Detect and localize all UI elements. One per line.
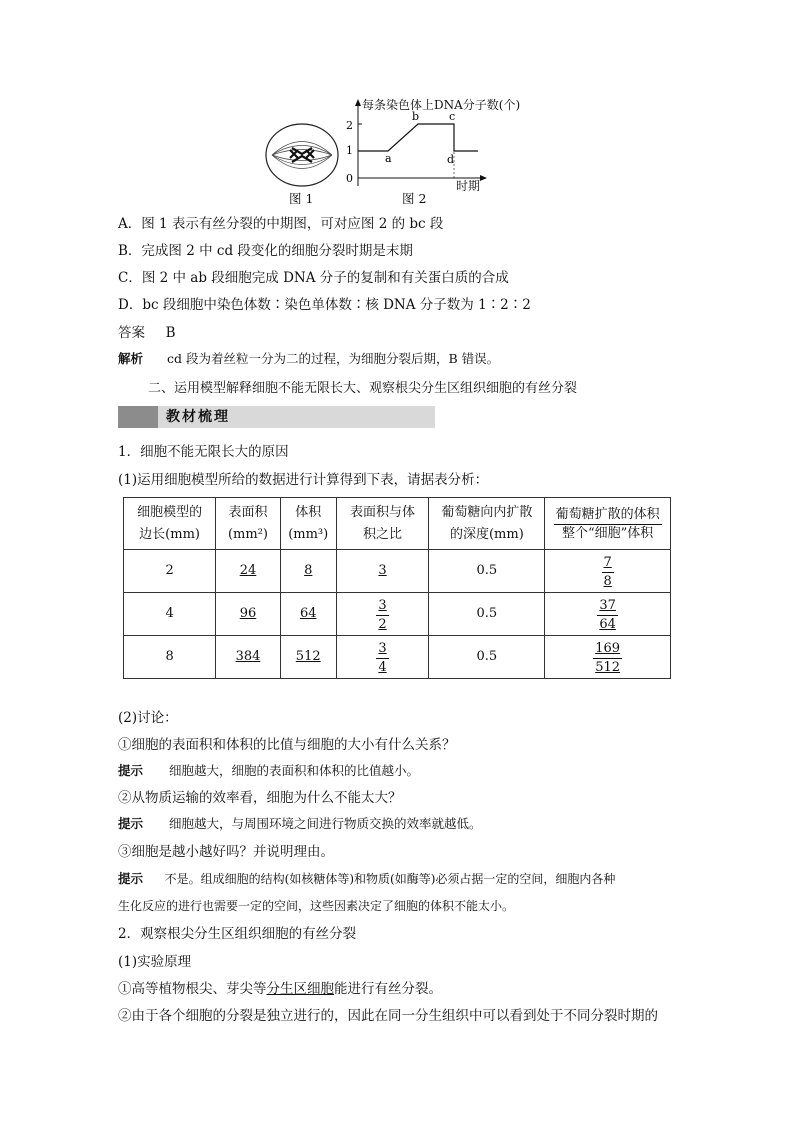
dna-series-line xyxy=(358,124,478,151)
cell-area: 384 xyxy=(216,636,281,679)
cell-fraction: $\frac{7}{8}$ xyxy=(545,550,671,593)
header-edge: 细胞模型的 边长(mm) xyxy=(124,498,216,550)
point-label-d: d xyxy=(447,153,455,166)
cell-ratio: $\frac{3}{2}$ xyxy=(336,593,429,636)
hint-text: 细胞越大，与周围环境之间进行物质交换的效率就越低。 xyxy=(168,816,482,831)
part2-title: 2．观察根尖分生区组织细胞的有丝分裂 xyxy=(118,926,357,942)
hint-1 xyxy=(118,762,419,780)
option-d: D．bc 段细胞中染色体数∶染色单体数∶核 DNA 分子数为 1∶2∶2 xyxy=(118,297,531,313)
table-row xyxy=(124,550,671,593)
point-label-a: a xyxy=(385,152,392,165)
discussion-title: (2)讨论： xyxy=(118,710,178,726)
principle-1: ①高等植物根尖、芽尖等分生区细胞能进行有丝分裂。 xyxy=(118,981,442,997)
x-axis-arrow xyxy=(480,175,487,181)
y-axis-title: 每条染色体上DNA分子数(个) xyxy=(362,98,521,112)
figure-1-cell-diagram xyxy=(262,122,342,190)
cell-volume: 512 xyxy=(280,636,336,679)
option-c: C．图 2 中 ab 段细胞完成 DNA 分子的复制和有关蛋白质的合成 xyxy=(118,270,509,286)
cell-model-table xyxy=(123,497,671,679)
analysis-text: cd 段为着丝粒一分为二的过程，为细胞分裂后期，B 错误。 xyxy=(166,351,500,366)
hint-3-line-1 xyxy=(118,870,615,888)
hint-3-line-2: 生化反应的进行也需要一定的空间，这些因素决定了细胞的体积不能太小。 xyxy=(118,899,515,913)
hint-2 xyxy=(118,815,482,833)
part1-intro: (1)运用细胞模型所给的数据进行计算得到下表，请据表分析： xyxy=(118,472,489,488)
hint-label: 提示 xyxy=(118,872,144,886)
question-1: ①细胞的表面积和体积的比值与细胞的大小有什么关系？ xyxy=(118,737,456,753)
header-diffusion-fraction: $\frac{\text{葡萄糖扩散的体积}}{\text{整个“细胞”体积}}$ xyxy=(545,498,671,550)
part1-title: 1．细胞不能无限长大的原因 xyxy=(118,444,289,460)
cell-fraction: $\frac{37}{64}$ xyxy=(545,593,671,636)
option-b: B．完成图 2 中 cd 段变化的细胞分裂时期是末期 xyxy=(118,243,413,259)
cell-depth: 0.5 xyxy=(429,636,545,679)
header-depth: 葡萄糖向内扩散 的深度(mm) xyxy=(429,498,545,550)
point-label-b: b xyxy=(412,110,420,123)
y-tick-0: 0 xyxy=(346,172,353,185)
section-banner xyxy=(118,406,435,428)
cell-area: 24 xyxy=(216,550,281,593)
y-axis-arrow xyxy=(355,99,361,106)
cell-volume: 8 xyxy=(280,550,336,593)
header-ratio: 表面积与体 积之比 xyxy=(336,498,429,550)
answer-line xyxy=(118,324,176,342)
option-a: A．图 1 表示有丝分裂的中期图，可对应图 2 的 bc 段 xyxy=(118,216,444,232)
section-heading: 二、运用模型解释细胞不能无限长大、观察根尖分生区组织细胞的有丝分裂 xyxy=(148,381,578,396)
hint-label: 提示 xyxy=(118,817,144,831)
hint-text: 细胞越大，细胞的表面积和体积的比值越小。 xyxy=(168,763,419,778)
header-volume: 体积 (mm³) xyxy=(280,498,336,550)
cell-ratio: $\frac{3}{4}$ xyxy=(336,636,429,679)
header-area: 表面积 (mm²) xyxy=(216,498,281,550)
cell-edge: 8 xyxy=(124,636,216,679)
x-axis-title: 时期 xyxy=(456,179,481,193)
answer-label: 答案 xyxy=(118,325,145,341)
figure-1-caption: 图 1 xyxy=(289,191,314,206)
cell-edge: 4 xyxy=(124,593,216,636)
table-row xyxy=(124,593,671,636)
principle-title: (1)实验原理 xyxy=(118,954,192,970)
banner-title: 教材梳理 xyxy=(166,409,230,425)
table-header-row xyxy=(124,498,671,550)
cell-depth: 0.5 xyxy=(429,593,545,636)
point-label-c: c xyxy=(449,110,456,123)
analysis-line xyxy=(118,350,499,368)
figure-2-caption: 图 2 xyxy=(402,191,427,206)
cell-ratio: 3 xyxy=(336,550,429,593)
answer-value: B xyxy=(165,325,176,341)
hint-text: 不是。组成细胞的结构(如核糖体等)和物质(如酶等)必须占据一定的空间，细胞内各种 xyxy=(164,872,616,886)
cell-fraction: $\frac{169}{512}$ xyxy=(545,636,671,679)
principle-2: ②由于各个细胞的分裂是独立进行的，因此在同一分生组织中可以看到处于不同分裂时期的 xyxy=(118,1008,658,1024)
cell-area: 96 xyxy=(216,593,281,636)
principle-1-underlined: 分生区细胞 xyxy=(266,981,334,997)
y-tick-1: 1 xyxy=(346,144,353,157)
cell-volume: 64 xyxy=(280,593,336,636)
y-tick-2: 2 xyxy=(346,119,353,132)
question-3: ③细胞是越小越好吗？并说明理由。 xyxy=(118,844,334,860)
banner-accent xyxy=(118,406,158,428)
hint-label: 提示 xyxy=(118,764,144,778)
table-row xyxy=(124,636,671,679)
cell-edge: 2 xyxy=(124,550,216,593)
cell-depth: 0.5 xyxy=(429,550,545,593)
question-2: ②从物质运输的效率看，细胞为什么不能太大？ xyxy=(118,790,402,806)
analysis-label: 解析 xyxy=(118,352,144,366)
